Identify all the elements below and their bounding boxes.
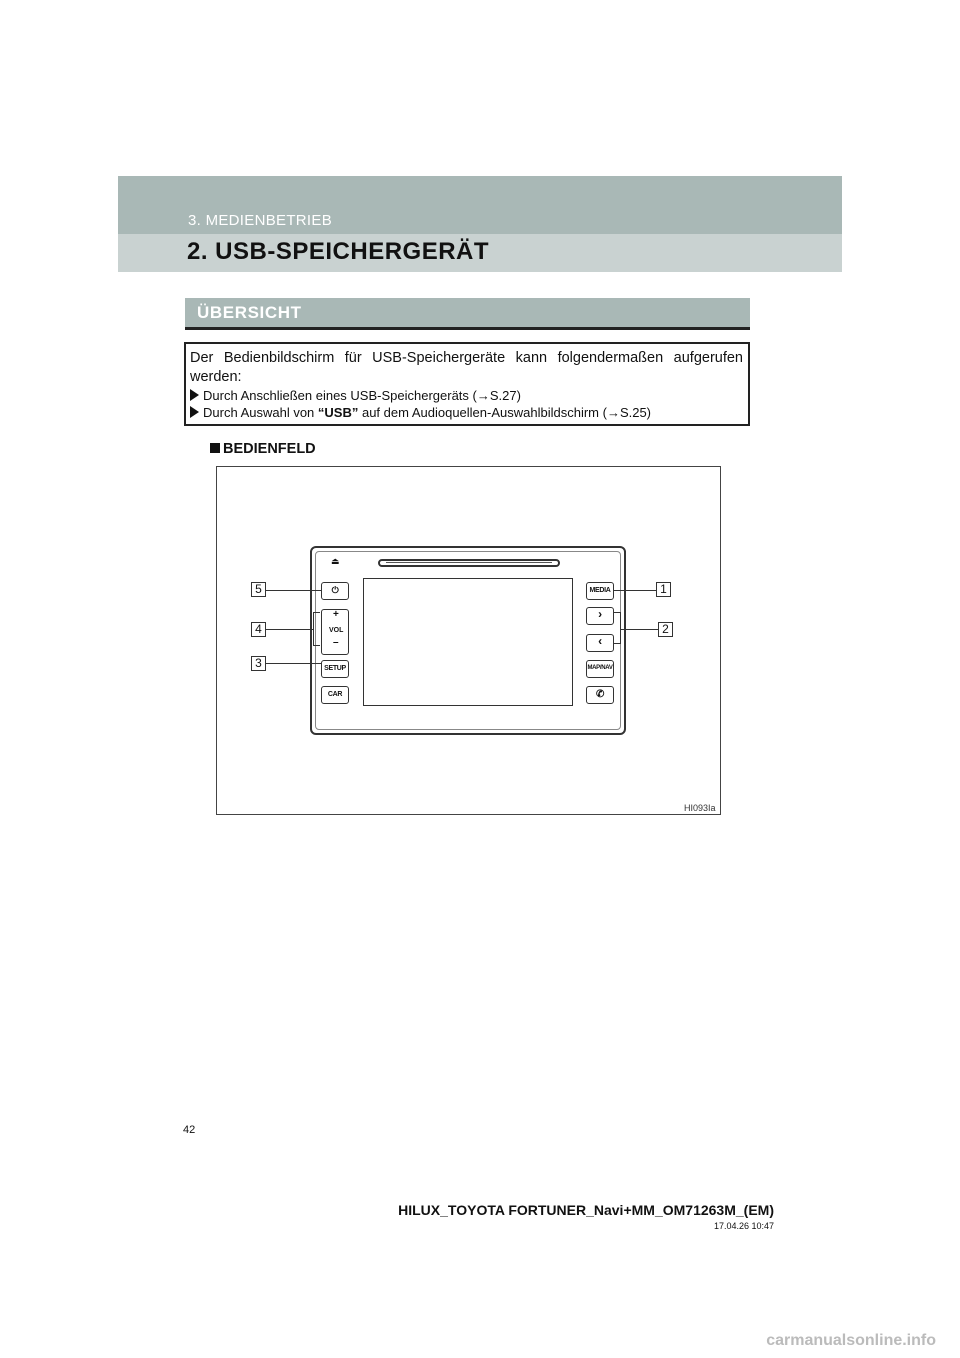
- seek-down-button: ‹: [586, 634, 614, 652]
- bullet-text: Durch Auswahl von: [203, 405, 318, 420]
- setup-button: SETUP: [321, 660, 349, 678]
- bullet-arrow-icon: [190, 406, 199, 418]
- callout-5-leader: [266, 590, 321, 591]
- panel-subheading: [210, 441, 316, 457]
- callout-5: 5: [251, 582, 266, 597]
- media-button: MEDIA: [586, 582, 614, 600]
- callout-2-bracket: [614, 612, 621, 644]
- bullet-item: [190, 388, 521, 403]
- vol-plus-icon: +: [333, 609, 339, 620]
- overview-heading-bar: [185, 298, 750, 327]
- footer-doc-title: HILUX_TOYOTA FORTUNER_Navi+MM_OM71263M_(EM): [398, 1202, 774, 1218]
- bullet-bold-term: “USB”: [317, 405, 359, 420]
- callout-1: 1: [656, 582, 671, 597]
- reference-arrow-icon: →: [476, 388, 490, 403]
- bullet-text: Durch Anschließen eines USB-Speichergeräts (: [203, 388, 477, 403]
- bullet-item: [190, 405, 651, 420]
- callout-1-leader: [614, 590, 656, 591]
- square-bullet-icon: [210, 443, 220, 453]
- vol-minus-icon: –: [333, 637, 339, 648]
- page-number: 42: [183, 1124, 196, 1136]
- callout-2-leader: [620, 629, 658, 630]
- info-intro: Der Bedienbildschirm für USB-Speichergeräte kann folgendermaßen aufgerufen werden:: [190, 350, 743, 385]
- callout-4: 4: [251, 622, 266, 637]
- watermark: carmanualsonline.info: [766, 1332, 936, 1349]
- disc-slot: [378, 559, 560, 567]
- page-reference: S.25): [619, 405, 652, 420]
- car-button: CAR: [321, 686, 349, 704]
- phone-button: ✆: [586, 686, 614, 704]
- section-title: 2. USB-SPEICHERGERÄT: [187, 238, 490, 265]
- reference-arrow-icon: →: [606, 405, 620, 420]
- panel-subheading-text: BEDIENFELD: [223, 441, 316, 457]
- callout-4-bracket: [313, 612, 320, 646]
- callout-4-leader: [266, 629, 313, 630]
- callout-3: 3: [251, 656, 266, 671]
- overview-heading: ÜBERSICHT: [197, 303, 302, 322]
- footer-timestamp: 17.04.26 10:47: [713, 1221, 774, 1231]
- seek-up-button: ›: [586, 607, 614, 625]
- overview-divider: [185, 327, 750, 330]
- display-screen: [363, 578, 573, 706]
- figure-code: HI093Ia: [684, 803, 716, 813]
- callout-3-leader: [266, 663, 321, 664]
- power-button: ⏻: [321, 582, 349, 600]
- page-reference: S.27): [489, 388, 521, 403]
- map-nav-button: MAP/NAV: [586, 660, 614, 678]
- bullet-arrow-icon: [190, 389, 199, 401]
- vol-label: VOL: [329, 627, 344, 634]
- eject-icon: ⏏: [331, 556, 340, 566]
- chapter-label: 3. MEDIENBETRIEB: [188, 212, 332, 229]
- bullet-text: auf dem Audioquellen-Auswahlbildschirm (: [358, 405, 607, 420]
- callout-2: 2: [658, 622, 673, 637]
